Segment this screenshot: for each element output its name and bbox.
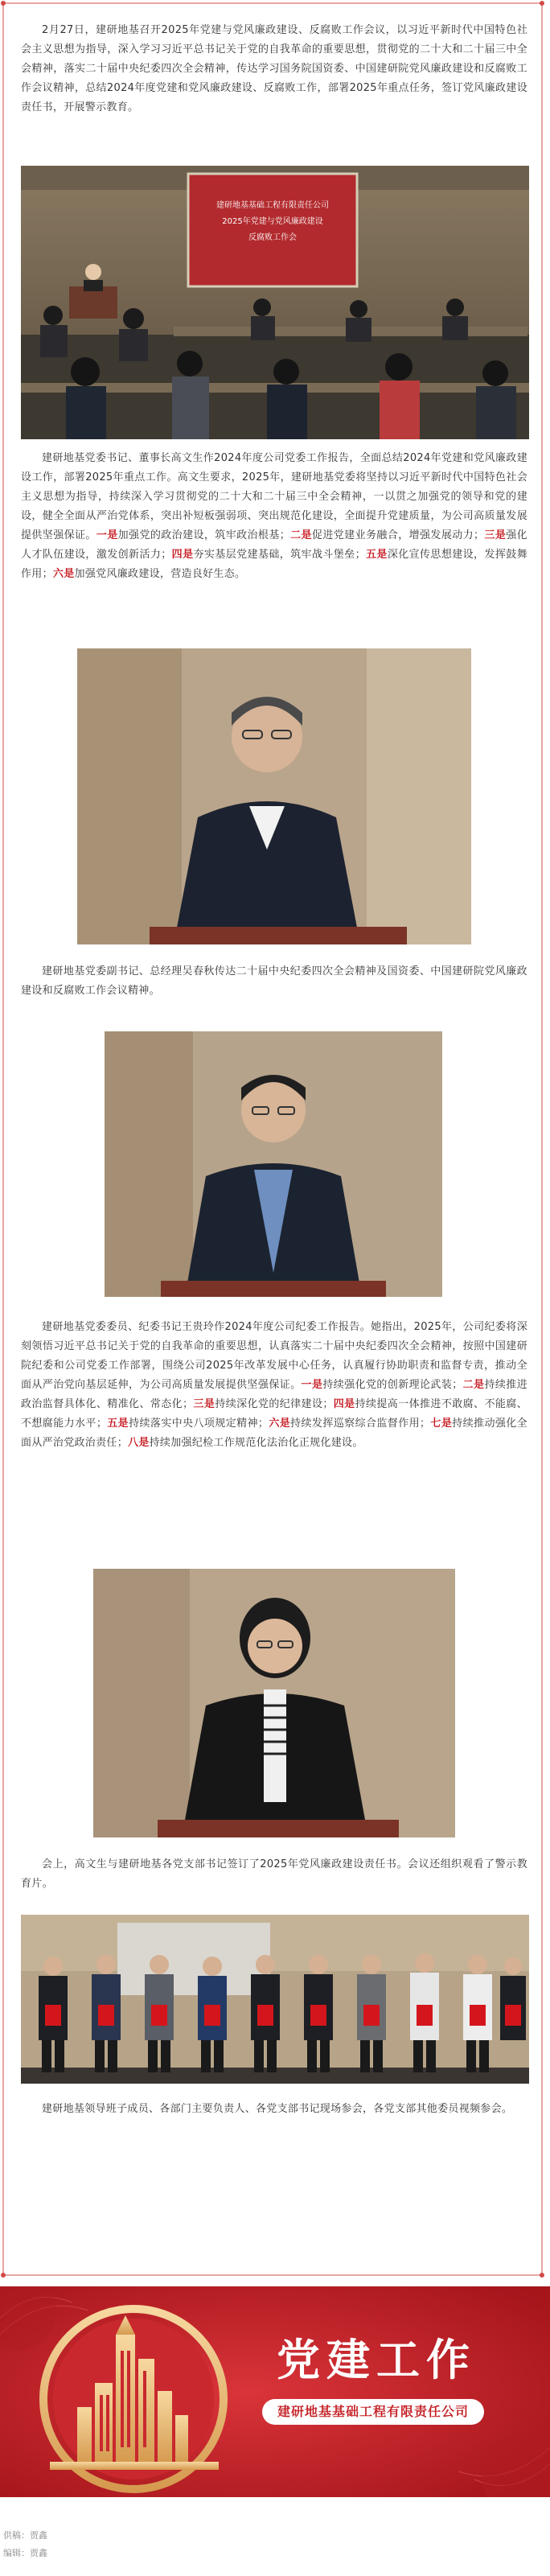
- credit-editor: 编辑：贾鑫: [3, 2548, 47, 2558]
- point-marker: 四是: [333, 1398, 355, 1410]
- group-signing-photo: [21, 1915, 529, 2084]
- report-intro-text: 建研地基党委书记、董事长高文生作2024年度公司党委工作报告，全面总结2024年党建和党风廉政建设工作，部署2025年重点工作。高文生要求，2025年，建研地基党委将坚持以习近平新时代中国特色社会主义思想为指导，持续深入学习贯彻党的二十大和二十届三中全会精神，一以贯之加强党的领导和党的建设，健全全面从严治党体系，突出补短板强弱项、突出规范化建设，全面提升党建质量，为公司高质量发展提供坚强保证。: [21, 452, 527, 541]
- point-text: 促进党建业务融合，增强发展动力；: [311, 529, 485, 541]
- discipline-intro-text: 建研地基党委委员、纪委书记王贵玲作2024年度公司纪委工作报告。她指出，2025年，公司纪委将深刻领悟习近平总书记关于党的自我革命的重要思想，认真落实二十届中央纪委四次全会精神，按照中国建研院纪委和公司党委工作部署，围绕公司2025年改革发展中心任务，认真履行协助职责和监督专责，推动全面从严治党向基层延伸，为公司高质量发展提供坚强保证。: [21, 1321, 527, 1391]
- point-marker: 二是: [290, 529, 312, 541]
- speaker-photo-wu: [105, 1031, 442, 1297]
- speaker-photo-wang: [93, 1569, 455, 1837]
- point-text: 持续提高一体推进不敢腐、不能腐、不想腐能力水平；: [21, 1398, 527, 1430]
- discipline-report-paragraph: [21, 1318, 527, 1453]
- point-text: 持续强化党的创新理论武装；: [322, 1379, 463, 1391]
- point-text: 深化宣传思想建设，发挥鼓舞作用；: [21, 549, 527, 580]
- point-marker: 三是: [484, 529, 507, 541]
- point-marker: 六是: [52, 568, 75, 580]
- point-text: 加强党的政治建设，筑牢政治根基；: [117, 529, 291, 541]
- point-text: 持续深化党的纪律建设；: [215, 1398, 334, 1410]
- point-marker: 五是: [365, 549, 388, 561]
- signing-paragraph: 会上，高文生与建研地基各党支部书记签订了2025年党风廉政建设责任书。会议还组织观看了警示教育片。: [21, 1858, 527, 1890]
- point-text: 强化人才队伍建设，激发创新活力；: [21, 529, 527, 561]
- frame-corner-dot: [540, 1, 544, 6]
- frame-corner-dot: [540, 2273, 544, 2278]
- point-marker: 一是: [301, 1379, 323, 1391]
- point-text: 夯实基层党建基础，筑牢战斗堡垒；: [193, 549, 366, 561]
- meeting-hall-photo: [21, 166, 529, 439]
- speaker-photo-gao: [77, 648, 471, 944]
- screen-title-line2: 2025年党建与党风廉政建设: [222, 217, 323, 226]
- point-text: 持续加强纪检工作规范化法治化正规化建设。: [149, 1437, 363, 1449]
- point-text: 持续推动强化全面从严治党政治责任；: [21, 1418, 527, 1449]
- party-building-banner: [0, 2286, 550, 2497]
- point-marker: 四是: [171, 549, 194, 561]
- screen-title-line3: 反腐败工作会: [248, 233, 297, 242]
- banner-title: 党建工作: [277, 2335, 476, 2385]
- party-committee-report-paragraph: [21, 449, 527, 584]
- point-marker: 五是: [107, 1418, 129, 1430]
- credit-provider: 供稿：贾鑫: [3, 2530, 47, 2541]
- attendance-paragraph: 建研地基领导班子成员、各部门主要负责人、各党支部书记现场参会，各党支部其他委员视频参会。: [42, 2103, 513, 2115]
- point-text: 持续落实中央八项规定精神；: [129, 1418, 269, 1430]
- intro-paragraph: 2月27日，建研地基召开2025年党建与党风廉政建设、反腐败工作会议，以习近平新时代中国特色社会主义思想为指导，深入学习习近平总书记关于党的自我革命的重要思想，贯彻党的二十大和二十届三中全会精神，落实二十届中央纪委四次全会精神，传达学习国务院国资委、中国建研院党风廉政建设和反腐败工作会议精神，总结2024年度党建和党风廉政建设、反腐败工作，部署2025年重点任务，签订党风廉政建设责任书，开展警示教育。: [21, 24, 527, 113]
- general-manager-paragraph: 建研地基党委副书记、总经理吴春秋传达二十届中央纪委四次全会精神及国资委、中国建研院党风廉政建设和反腐败工作会议精神。: [21, 965, 527, 997]
- point-text: 持续推进政治监督具体化、精准化、常态化；: [21, 1379, 527, 1410]
- point-marker: 一是: [96, 529, 118, 541]
- point-marker: 二是: [462, 1379, 485, 1391]
- point-marker: 八是: [128, 1437, 150, 1449]
- point-marker: 七是: [430, 1418, 453, 1430]
- point-marker: 六是: [269, 1418, 291, 1430]
- frame-corner-dot: [1, 1, 6, 6]
- point-text: 加强党风廉政建设，营造良好生态。: [74, 568, 246, 580]
- screen-title-line1: 建研地基基础工程有限责任公司: [216, 201, 329, 210]
- banner-company-name: 建研地基基础工程有限责任公司: [262, 2399, 484, 2425]
- point-marker: 三是: [193, 1398, 215, 1410]
- point-text: 持续发挥巡察综合监督作用；: [290, 1418, 431, 1430]
- frame-corner-dot: [1, 2273, 6, 2278]
